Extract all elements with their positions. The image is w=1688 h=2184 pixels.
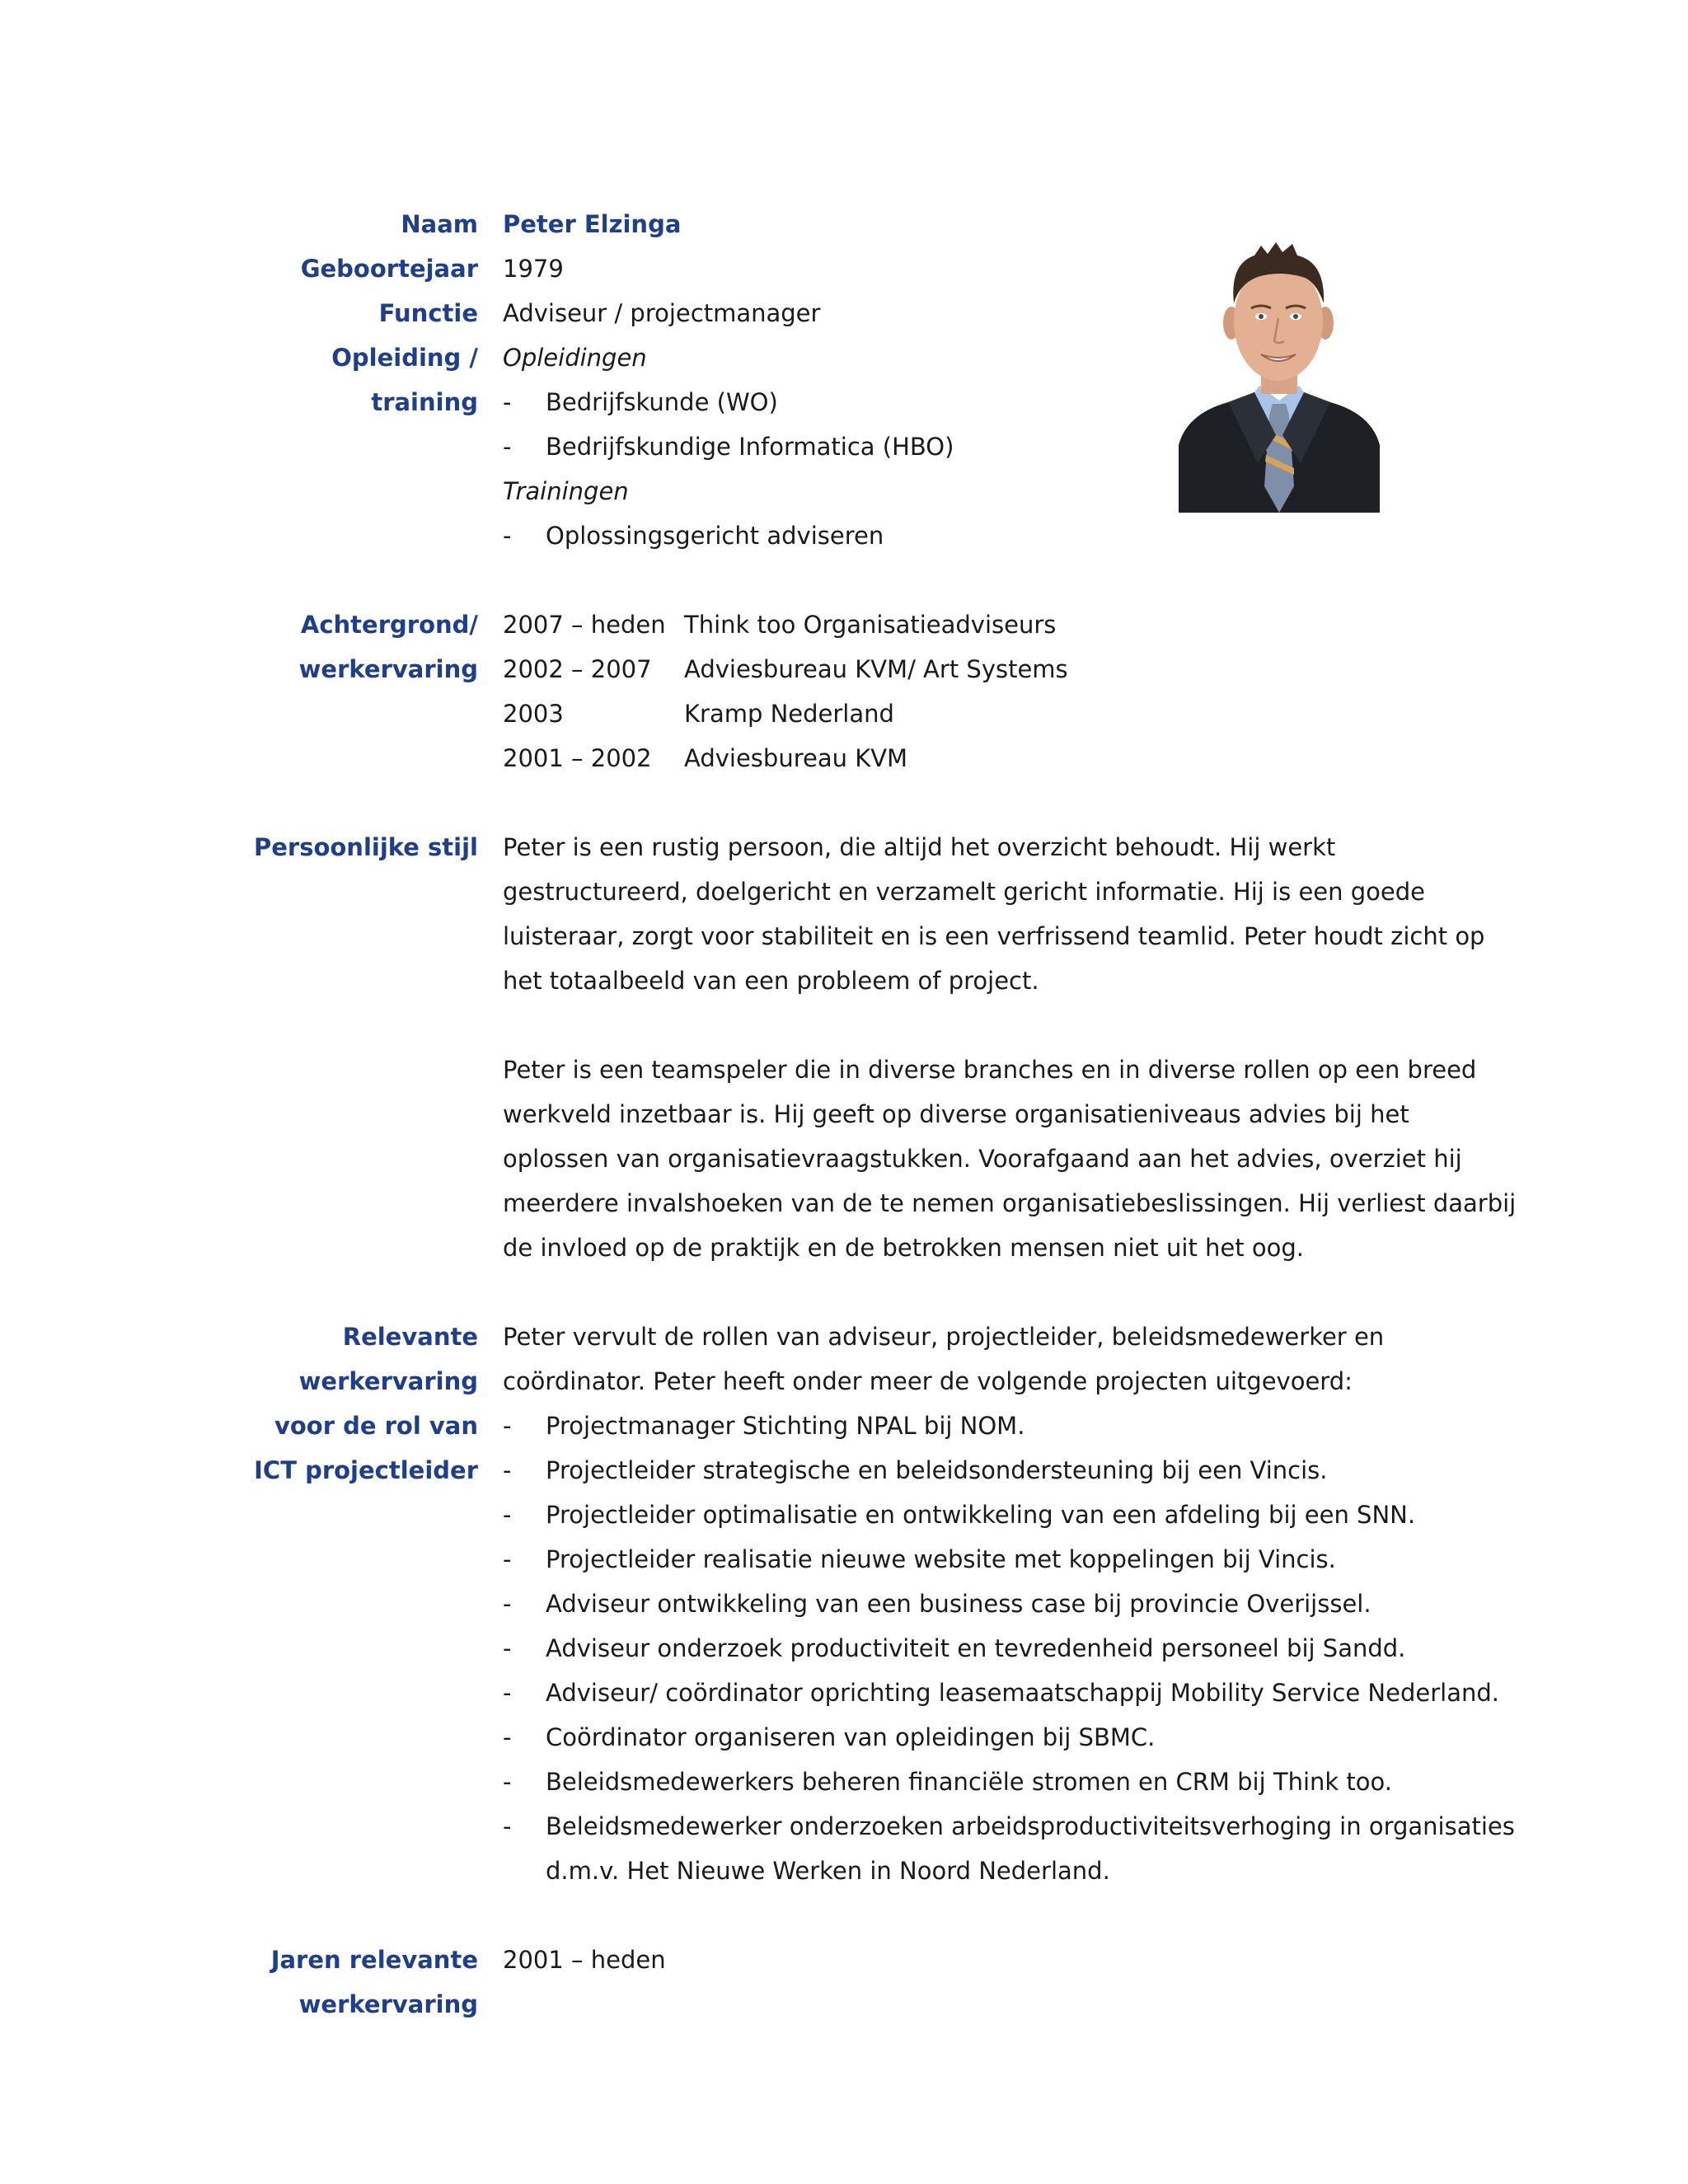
list-item	[0, 1760, 1688, 1804]
relevant-intro: coördinator. Peter heeft onder meer de volgende projecten uitgevoerd:	[503, 1367, 1353, 1395]
project-item: Adviseur/ coördinator oprichting leasemaatschappij Mobility Service Nederland.	[546, 1679, 1499, 1707]
style-text: gestructureerd, doelgericht en verzamelt gericht informatie. Hij is een goede	[503, 878, 1425, 906]
list-item	[0, 1626, 1688, 1671]
list-item	[0, 424, 1688, 469]
style-line	[0, 1092, 1688, 1137]
list-item	[0, 1582, 1688, 1626]
label-werkervaring: werkervaring	[298, 655, 478, 683]
project-item: Beleidsmedewerker onderzoeken arbeidsproductiviteitsverhoging in organisaties	[546, 1812, 1515, 1840]
value-geboortejaar: 1979	[503, 255, 564, 283]
label-relevante-werkervaring: werkervaring	[298, 1367, 478, 1395]
table-row	[0, 647, 1688, 691]
list-item	[0, 513, 1688, 558]
list-item	[0, 1715, 1688, 1760]
bullet-dash: -	[503, 1545, 512, 1573]
style-text: oplossen van organisatievraagstukken. Voorafgaand aan het advies, overziet hij	[503, 1145, 1462, 1173]
style-line	[0, 1137, 1688, 1181]
work-years: 2007 – heden	[503, 611, 666, 639]
bullet-dash: -	[503, 1501, 512, 1529]
work-years: 2003	[503, 700, 564, 728]
bullet-dash: -	[503, 1590, 512, 1618]
row-trainingen-heading	[0, 469, 1688, 513]
row-geboortejaar	[0, 246, 1688, 291]
work-years: 2002 – 2007	[503, 655, 652, 683]
project-item: Projectmanager Stichting NPAL bij NOM.	[546, 1412, 1025, 1440]
label-jaren-werkervaring: werkervaring	[298, 1990, 478, 2018]
opleiding-item: Bedrijfskundige Informatica (HBO)	[546, 433, 954, 461]
style-line	[0, 869, 1688, 914]
bullet-dash: -	[503, 1679, 512, 1707]
style-text: het totaalbeeld van een probleem of project.	[503, 967, 1039, 995]
style-text: Peter is een teamspeler die in diverse branches en in diverse rollen op een breed	[503, 1056, 1477, 1084]
style-text: Peter is een rustig persoon, die altijd het overzicht behoudt. Hij werkt	[503, 833, 1336, 861]
list-item	[0, 1671, 1688, 1715]
bullet-dash: -	[503, 1456, 512, 1484]
list-item	[0, 1804, 1688, 1849]
work-years: 2001 – 2002	[503, 744, 652, 772]
bullet-dash: -	[503, 433, 512, 461]
profile-photo	[1179, 239, 1380, 513]
row-jaren-relevant-2	[0, 1982, 1688, 2027]
label-achtergrond: Achtergrond/	[300, 611, 478, 639]
opleiding-item: Bedrijfskunde (WO)	[546, 388, 778, 416]
row-naam	[0, 202, 1688, 246]
style-text: de invloed op de praktijk en de betrokken mensen niet uit het oog.	[503, 1234, 1304, 1262]
style-text: meerdere invalshoeken van de te nemen organisatiebeslissingen. Hij verliest daarbij	[503, 1189, 1517, 1217]
table-row	[0, 736, 1688, 780]
style-text: werkveld inzetbaar is. Hij geeft op diverse organisatieniveaus advies bij het	[503, 1100, 1409, 1128]
project-item: Beleidsmedewerkers beheren financiële stromen en CRM bij Think too.	[546, 1768, 1392, 1796]
list-item	[0, 380, 1688, 424]
project-item: Projectleider realisatie nieuwe website met koppelingen bij Vincis.	[546, 1545, 1336, 1573]
project-item-continued: d.m.v. Het Nieuwe Werken in Noord Nederland.	[546, 1857, 1110, 1885]
value-jaren-relevant: 2001 – heden	[503, 1946, 666, 1974]
work-organisation: Kramp Nederland	[684, 700, 894, 728]
label-geboortejaar: Geboortejaar	[300, 255, 478, 283]
value-naam: Peter Elzinga	[503, 210, 682, 238]
label-training: training	[371, 388, 478, 416]
bullet-dash: -	[503, 388, 512, 416]
bullet-dash: -	[503, 1723, 512, 1751]
work-organisation: Think too Organisatieadviseurs	[684, 611, 1057, 639]
bullet-dash: -	[503, 522, 512, 550]
value-functie: Adviseur / projectmanager	[503, 299, 821, 327]
bullet-dash: -	[503, 1768, 512, 1796]
label-persoonlijke-stijl: Persoonlijke stijl	[253, 833, 478, 861]
row-functie	[0, 291, 1688, 335]
work-organisation: Adviesbureau KVM/ Art Systems	[684, 655, 1068, 683]
project-item: Projectleider strategische en beleidsondersteuning bij een Vincis.	[546, 1456, 1328, 1484]
label-opleiding: Opleiding /	[331, 344, 478, 372]
label-functie: Functie	[378, 299, 478, 327]
list-item	[0, 1448, 1688, 1493]
bullet-dash: -	[503, 1412, 512, 1440]
work-organisation: Adviesbureau KVM	[684, 744, 908, 772]
list-item	[0, 1849, 1688, 1893]
label-relevante: Relevante	[342, 1323, 478, 1351]
style-line	[0, 914, 1688, 958]
opleidingen-heading: Opleidingen	[503, 344, 647, 372]
project-item: Adviseur ontwikkeling van een business case bij provincie Overijssel.	[546, 1590, 1372, 1618]
row-jaren-relevant	[0, 1938, 1688, 1982]
relevant-line	[0, 1315, 1688, 1359]
trainingen-heading: Trainingen	[503, 477, 629, 505]
style-line	[0, 1181, 1688, 1226]
label-jaren-relevante: Jaren relevante	[270, 1946, 478, 1974]
bullet-dash: -	[503, 1812, 512, 1840]
training-item: Oplossingsgericht adviseren	[546, 522, 884, 550]
row-opleidingen-heading	[0, 335, 1688, 380]
table-row	[0, 602, 1688, 647]
label-voor-de-rol-van: voor de rol van	[274, 1412, 478, 1440]
list-item	[0, 1493, 1688, 1537]
style-line	[0, 825, 1688, 869]
bullet-dash: -	[503, 1634, 512, 1662]
list-item	[0, 1404, 1688, 1448]
label-ict-projectleider: ICT projectleider	[254, 1456, 478, 1484]
project-item: Projectleider optimalisatie en ontwikkeling van een afdeling bij een SNN.	[546, 1501, 1416, 1529]
list-item	[0, 1537, 1688, 1582]
project-item: Coördinator organiseren van opleidingen bij SBMC.	[546, 1723, 1156, 1751]
project-item: Adviseur onderzoek productiviteit en tevredenheid personeel bij Sandd.	[546, 1634, 1406, 1662]
label-naam: Naam	[401, 210, 478, 238]
relevant-intro: Peter vervult de rollen van adviseur, projectleider, beleidsmedewerker en	[503, 1323, 1385, 1351]
style-text: luisteraar, zorgt voor stabiliteit en is een verfrissend teamlid. Peter houdt zicht op	[503, 922, 1485, 950]
style-line	[0, 1226, 1688, 1270]
style-line	[0, 958, 1688, 1003]
style-line	[0, 1047, 1688, 1092]
relevant-line	[0, 1359, 1688, 1404]
table-row	[0, 691, 1688, 736]
